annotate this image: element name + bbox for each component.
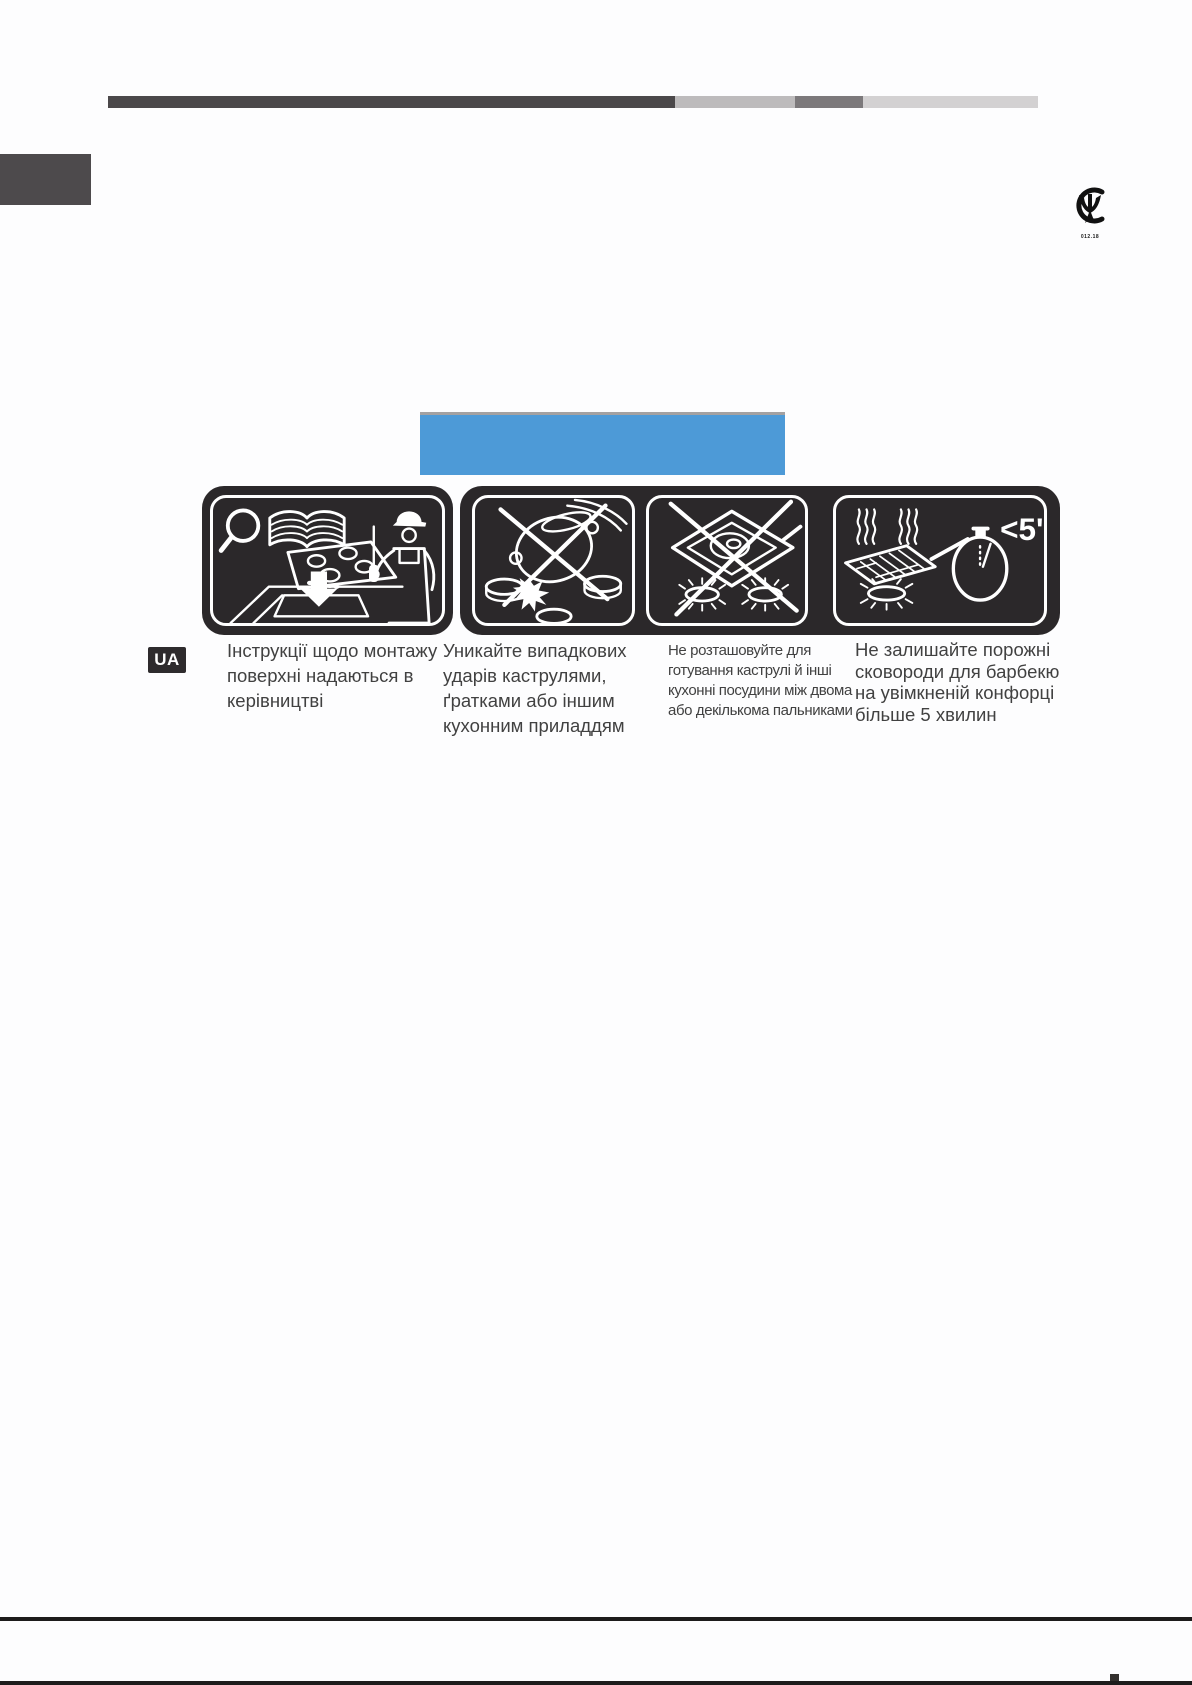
ukrsepro-trident-icon xyxy=(1073,185,1108,228)
no-cookware-between-burners-icon xyxy=(649,498,805,623)
caption-line: Уникайте випадкових xyxy=(443,640,627,661)
caption-line: кухонним приладдям xyxy=(443,715,625,736)
conformity-mark xyxy=(1070,185,1110,240)
scan-artifact-mark xyxy=(1110,1674,1119,1681)
page-edge-section-tab xyxy=(0,154,91,205)
grill-pan-timer-icon xyxy=(836,498,1044,623)
conformity-code: 012.18 xyxy=(1080,234,1100,240)
installation-instructions-icon xyxy=(213,498,442,623)
caption-line: Не залишайте порожні xyxy=(855,639,1051,660)
caption-line: сковороди для барбекю xyxy=(855,660,1060,682)
caption-line: більше 5 хвилин xyxy=(855,703,997,725)
footer-rule xyxy=(0,1617,1192,1621)
caption-line: поверхні надаються в xyxy=(227,665,414,686)
header-bar-segment-light xyxy=(675,96,795,108)
caption-line: кухонні посудини між двома xyxy=(668,682,852,699)
pictogram-empty-grill-pan xyxy=(833,495,1047,626)
safety-pictogram-block-2 xyxy=(460,486,1060,635)
caption-line: готування каструлі й інші xyxy=(668,662,832,679)
caption-line: на увімкненій конфорці xyxy=(855,682,1055,703)
page-bottom-edge xyxy=(0,1681,1192,1685)
caption-line: керівництві xyxy=(227,690,324,711)
no-pot-impacts-icon xyxy=(475,498,632,623)
caption-line: Не розташовуйте для xyxy=(668,642,811,659)
caption-empty-grill-pan xyxy=(855,639,1070,725)
language-badge-ua: UA xyxy=(148,647,186,673)
caption-installation xyxy=(227,638,442,713)
caption-no-impacts xyxy=(443,638,648,738)
header-bar-segment-dark xyxy=(108,96,675,108)
header-bar-segment-medium xyxy=(795,96,863,108)
caption-line: ґратками або іншим xyxy=(443,690,615,711)
timer-limit-label: <5' xyxy=(1000,511,1044,547)
caption-line: ударів каструлями, xyxy=(443,665,607,686)
caption-line: Інструкції щодо монтажу xyxy=(227,640,438,661)
caption-line: або декількома пальниками xyxy=(668,702,853,719)
caption-no-between-burners xyxy=(668,641,863,721)
pictogram-installation xyxy=(210,495,445,626)
safety-pictogram-block-1 xyxy=(202,486,453,635)
highlighted-title-bar xyxy=(420,412,785,475)
pictogram-no-between-burners xyxy=(646,495,808,626)
header-bar-segment-lighter xyxy=(863,96,1038,108)
pictogram-no-impacts xyxy=(472,495,635,626)
